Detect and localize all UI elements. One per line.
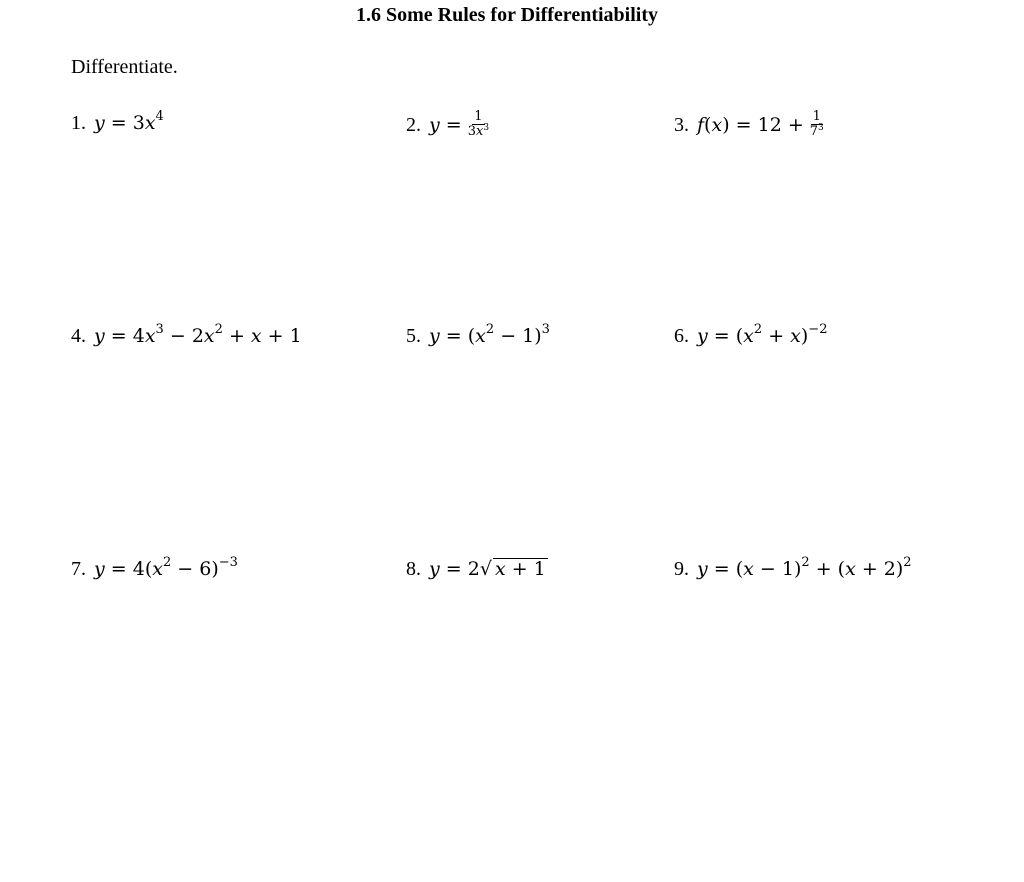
problem-5 — [406, 322, 550, 348]
fraction: $\frac{1}{7^3}$ — [809, 109, 824, 139]
problem-number: 7. — [71, 558, 86, 580]
problem-3 — [674, 109, 826, 140]
problem-number: 4. — [71, 325, 86, 347]
problem-6 — [674, 322, 828, 348]
problem-number: 8. — [406, 558, 421, 580]
problem-2 — [406, 109, 491, 140]
problem-number: 2. — [406, 114, 421, 137]
problem-expression: $y = (x^2 - 1)^3$ — [429, 322, 550, 347]
problem-expression: $y = (x^2 + x)^{-2}$ — [697, 322, 828, 347]
problem-expression: y = 2√ x + 1 — [429, 558, 546, 580]
problem-expression: $y = 3x^4$ — [94, 109, 164, 134]
problem-1 — [71, 109, 164, 135]
page-title: 1.6 Some Rules for Differentiability — [355, 4, 658, 26]
radical-sign: √ — [479, 558, 492, 580]
problem-number: 1. — [71, 112, 86, 134]
radicand: x + 1 — [494, 558, 546, 580]
problem-expression: $y = 4x^3 - 2x^2 + x + 1$ — [94, 322, 302, 347]
problem-4 — [71, 322, 302, 348]
problem-number: 5. — [406, 325, 421, 347]
problem-number: 3. — [674, 114, 689, 137]
problem-number: 6. — [674, 325, 689, 347]
problem-9 — [674, 555, 912, 581]
problem-7 — [71, 555, 238, 581]
instruction-text: Differentiate. — [71, 56, 178, 78]
problem-number: 9. — [674, 558, 689, 580]
fraction: $\frac{1}{3x^3}$ — [467, 109, 490, 139]
problem-expression: $y = 4(x^2 - 6)^{-3}$ — [94, 555, 238, 580]
problem-expression: $y = (x - 1)^2 + (x + 2)^2$ — [697, 555, 912, 580]
problem-8 — [406, 558, 548, 581]
problem-expression: y = $\frac{1}{3x^3}$ — [429, 109, 490, 139]
problem-expression: f(x) = 12 + $\frac{1}{7^3}$ — [697, 109, 824, 139]
